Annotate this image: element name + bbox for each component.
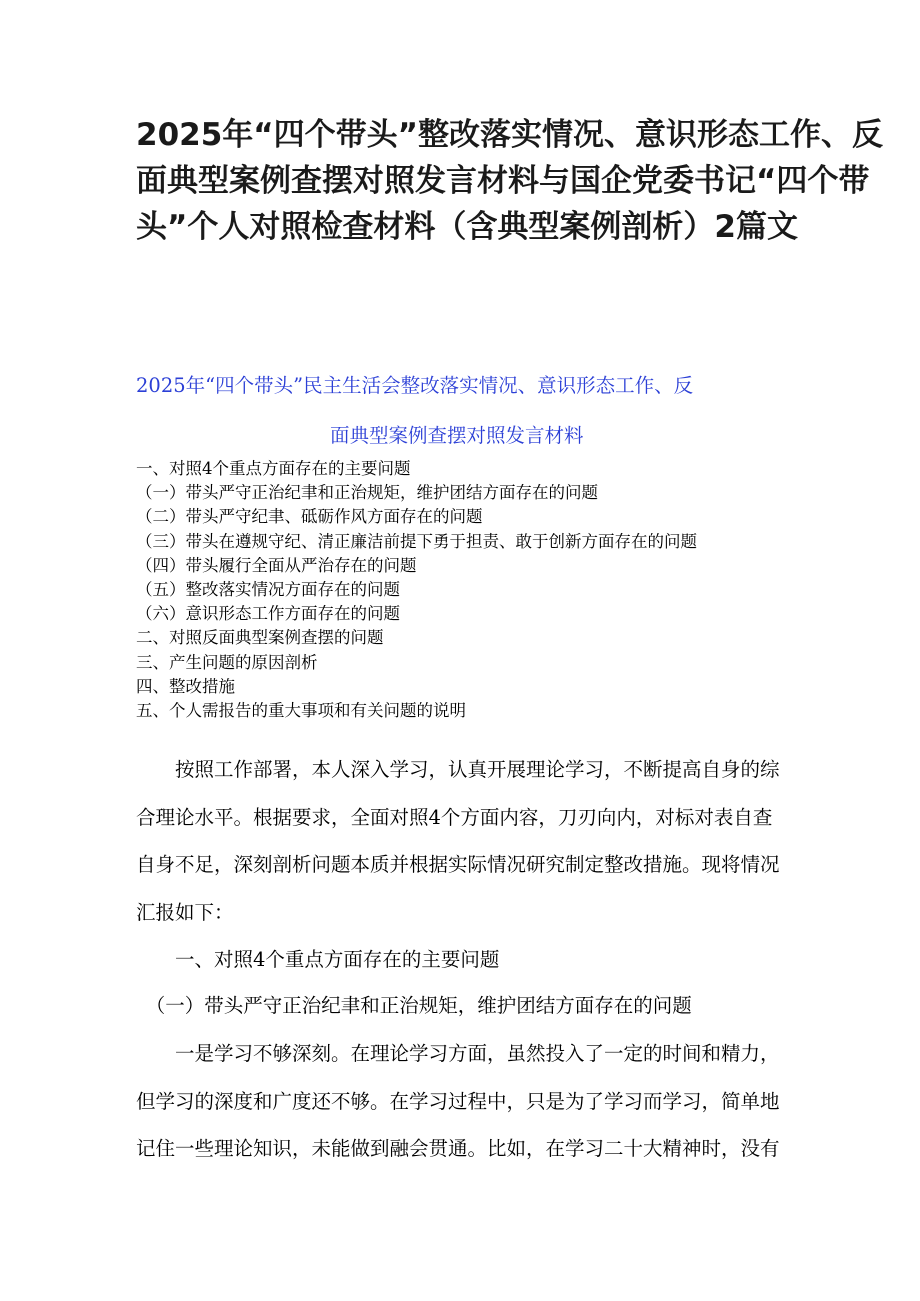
toc-item: （一）带头严守正治纪聿和正治规矩，维护团结方面存在的问题 <box>136 483 598 503</box>
paragraph-line: 按照工作部署，本人深入学习，认真开展理论学习，不断提高自身的综 <box>136 758 780 781</box>
table-of-contents <box>136 457 697 723</box>
toc-item: 二、对照反面典型案例查摆的问题 <box>136 628 384 648</box>
section-heading-line-2: 面典型案例查摆对照发言材料 <box>330 424 584 447</box>
title-line: 面典型案例查摆对照发言材料与国企党委书记“四个带 <box>136 163 870 199</box>
paragraph-line: 一是学习不够深刻。在理论学习方面，虽然投入了一定的时间和精力， <box>136 1042 780 1065</box>
point-paragraph <box>136 1030 796 1173</box>
paragraph-line: 记住一些理论知识，未能做到融会贯通。比如，在学习二十大精神时，没有 <box>136 1137 780 1160</box>
toc-item: （四）带头履行全面从严治存在的问题 <box>136 555 417 575</box>
paragraph-line: 汇报如下： <box>136 900 234 924</box>
subheading-one <box>136 982 796 1030</box>
toc-item: （六）意识形态工作方面存在的问题 <box>136 604 400 624</box>
paragraph-line: （一）带头严守正治纪聿和正治规矩，维护团结方面存在的问题 <box>136 994 692 1017</box>
document-title <box>136 112 884 250</box>
toc-item: （五）整改落实情况方面存在的问题 <box>136 580 400 600</box>
paragraph-line: 但学习的深度和广度还不够。在学习过程中，只是为了学习而学习，简单地 <box>136 1089 780 1113</box>
title-line: 2025年“四个带头”整改落实情况、意识形态工作、反 <box>136 117 884 153</box>
paragraph-line: 自身不足，深刻剖析问题本质并根据实际情况研究制定整改措施。现将情况 <box>136 853 780 876</box>
toc-item: 三、产生问题的原因剖析 <box>136 652 318 672</box>
heading-one <box>136 936 796 984</box>
toc-item: 一、对照4个重点方面存在的主要问题 <box>136 459 411 478</box>
paragraph-line: 一、对照4个重点方面存在的主要问题 <box>136 948 500 971</box>
intro-paragraph <box>136 746 796 936</box>
toc-item: 五、个人需报告的重大事项和有关问题的说明 <box>136 701 466 721</box>
toc-item: （二）带头严守纪聿、砥砺作风方面存在的问题 <box>136 507 483 527</box>
paragraph-line: 合理论水平。根据要求，全面对照4个方面内容，刀刃向内，对标对表自查 <box>136 805 773 829</box>
title-line: 头”个人对照检查材料（含典型案例剖析）2篇文 <box>136 209 798 245</box>
section-heading-line-1: 2025年“四个带头”民主生活会整改落实情况、意识形态工作、反 <box>136 374 694 397</box>
toc-item: 四、整改措施 <box>136 676 235 696</box>
toc-item: （三）带头在遵规守纪、清正廉洁前提下勇于担责、敢于创新方面存在的问题 <box>136 531 697 551</box>
